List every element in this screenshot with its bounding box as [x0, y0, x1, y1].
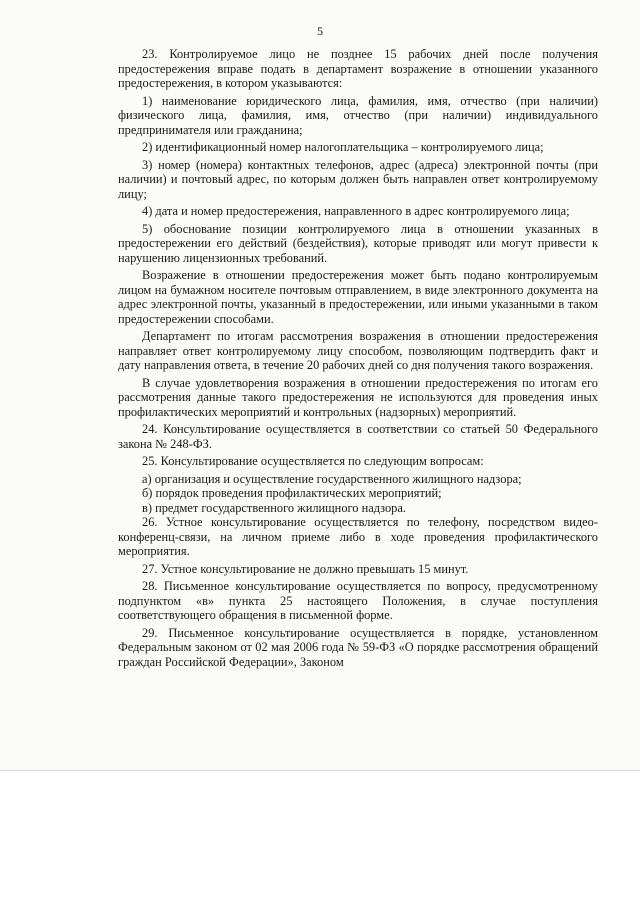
- paragraph-23: 23. Контролируемое лицо не позднее 15 рабочих дней после получения предостережения вправе подать в департамент возражение в отношении указанного предостережения, в котором указываются:: [118, 47, 598, 90]
- paragraph-department-response: Департамент по итогам рассмотрения возражения в отношении предостережения направляет ответ контролируемому лицу способом, позволяющим подтвердить факт и дату направления ответа, в течение 20 рабочих дней со дня получения такого возражения.: [118, 329, 598, 372]
- paragraph-27: 27. Устное консультирование не должно превышать 15 минут.: [142, 561, 469, 576]
- page-number: 5: [317, 24, 323, 38]
- paragraph-26: 26. Устное консультирование осуществляется по телефону, посредством видео-конференц-связи, на личном приеме либо в ходе проведения профилактического мероприятия.: [118, 515, 598, 558]
- list-item-25-b: б) порядок проведения профилактических мероприятий;: [142, 486, 442, 500]
- list-item-23-5: 5) обоснование позиции контролируемого лица в отношении указанных в предостережении его действий (бездействия), которые приводят или могут привести к нарушению лицензионных требований.: [118, 221, 598, 265]
- list-item-23-1: 1) наименование юридического лица, фамилия, имя, отчество (при наличии) физического лица, фамилия, имя, отчество (при наличии) индивидуального предпринимателя или гражданина;: [118, 93, 598, 137]
- list-item-23-4: 4) дата и номер предостережения, направленного в адрес контролируемого лица;: [142, 204, 570, 218]
- paragraph-28: 28. Письменное консультирование осуществляется по вопросу, предусмотренному подпунктом «в» пункта 25 настоящего Положения, в случае поступления соответствующего обращения в письменной форме.: [118, 579, 598, 622]
- list-item-25-c: в) предмет государственного жилищного надзора.: [142, 500, 406, 515]
- list-item-25-a: а) организация и осуществление государственного жилищного надзора;: [142, 471, 522, 486]
- list-item-23-3: 3) номер (номера) контактных телефонов, адрес (адреса) электронной почты (при наличии) и почтовый адрес, по которым должен быть направлен ответ контролируемому лицу;: [118, 157, 598, 201]
- paragraph-29: 29. Письменное консультирование осуществляется в порядке, установленном Федеральным законом от 02 мая 2006 года № 59-ФЗ «О порядке рассмотрения обращений граждан Российской Федерации», Законом: [118, 625, 598, 669]
- paragraph-24: 24. Консультирование осуществляется в соответствии со статьей 50 Федерального закона № 248-ФЗ.: [118, 422, 598, 451]
- paragraph-25: 25. Консультирование осуществляется по следующим вопросам:: [142, 454, 484, 468]
- paragraph-objection-satisfied: В случае удовлетворения возражения в отношении предостережения по итогам его рассмотрения данные такого предостережения не используются для проведения иных профилактических мероприятий и контрольных (надзорных) мероприятий.: [118, 375, 598, 419]
- document-body: [118, 47, 598, 672]
- paragraph-objection-submission: Возражение в отношении предостережения может быть подано контролируемым лицом на бумажном носителе почтовым отправлением, в виде электронного документа на адрес электронной почты, указанный в предостережении, или иными указанными в таком предостережении способами.: [118, 268, 598, 326]
- list-item-23-2: 2) идентификационный номер налогоплательщика – контролируемого лица;: [142, 140, 544, 154]
